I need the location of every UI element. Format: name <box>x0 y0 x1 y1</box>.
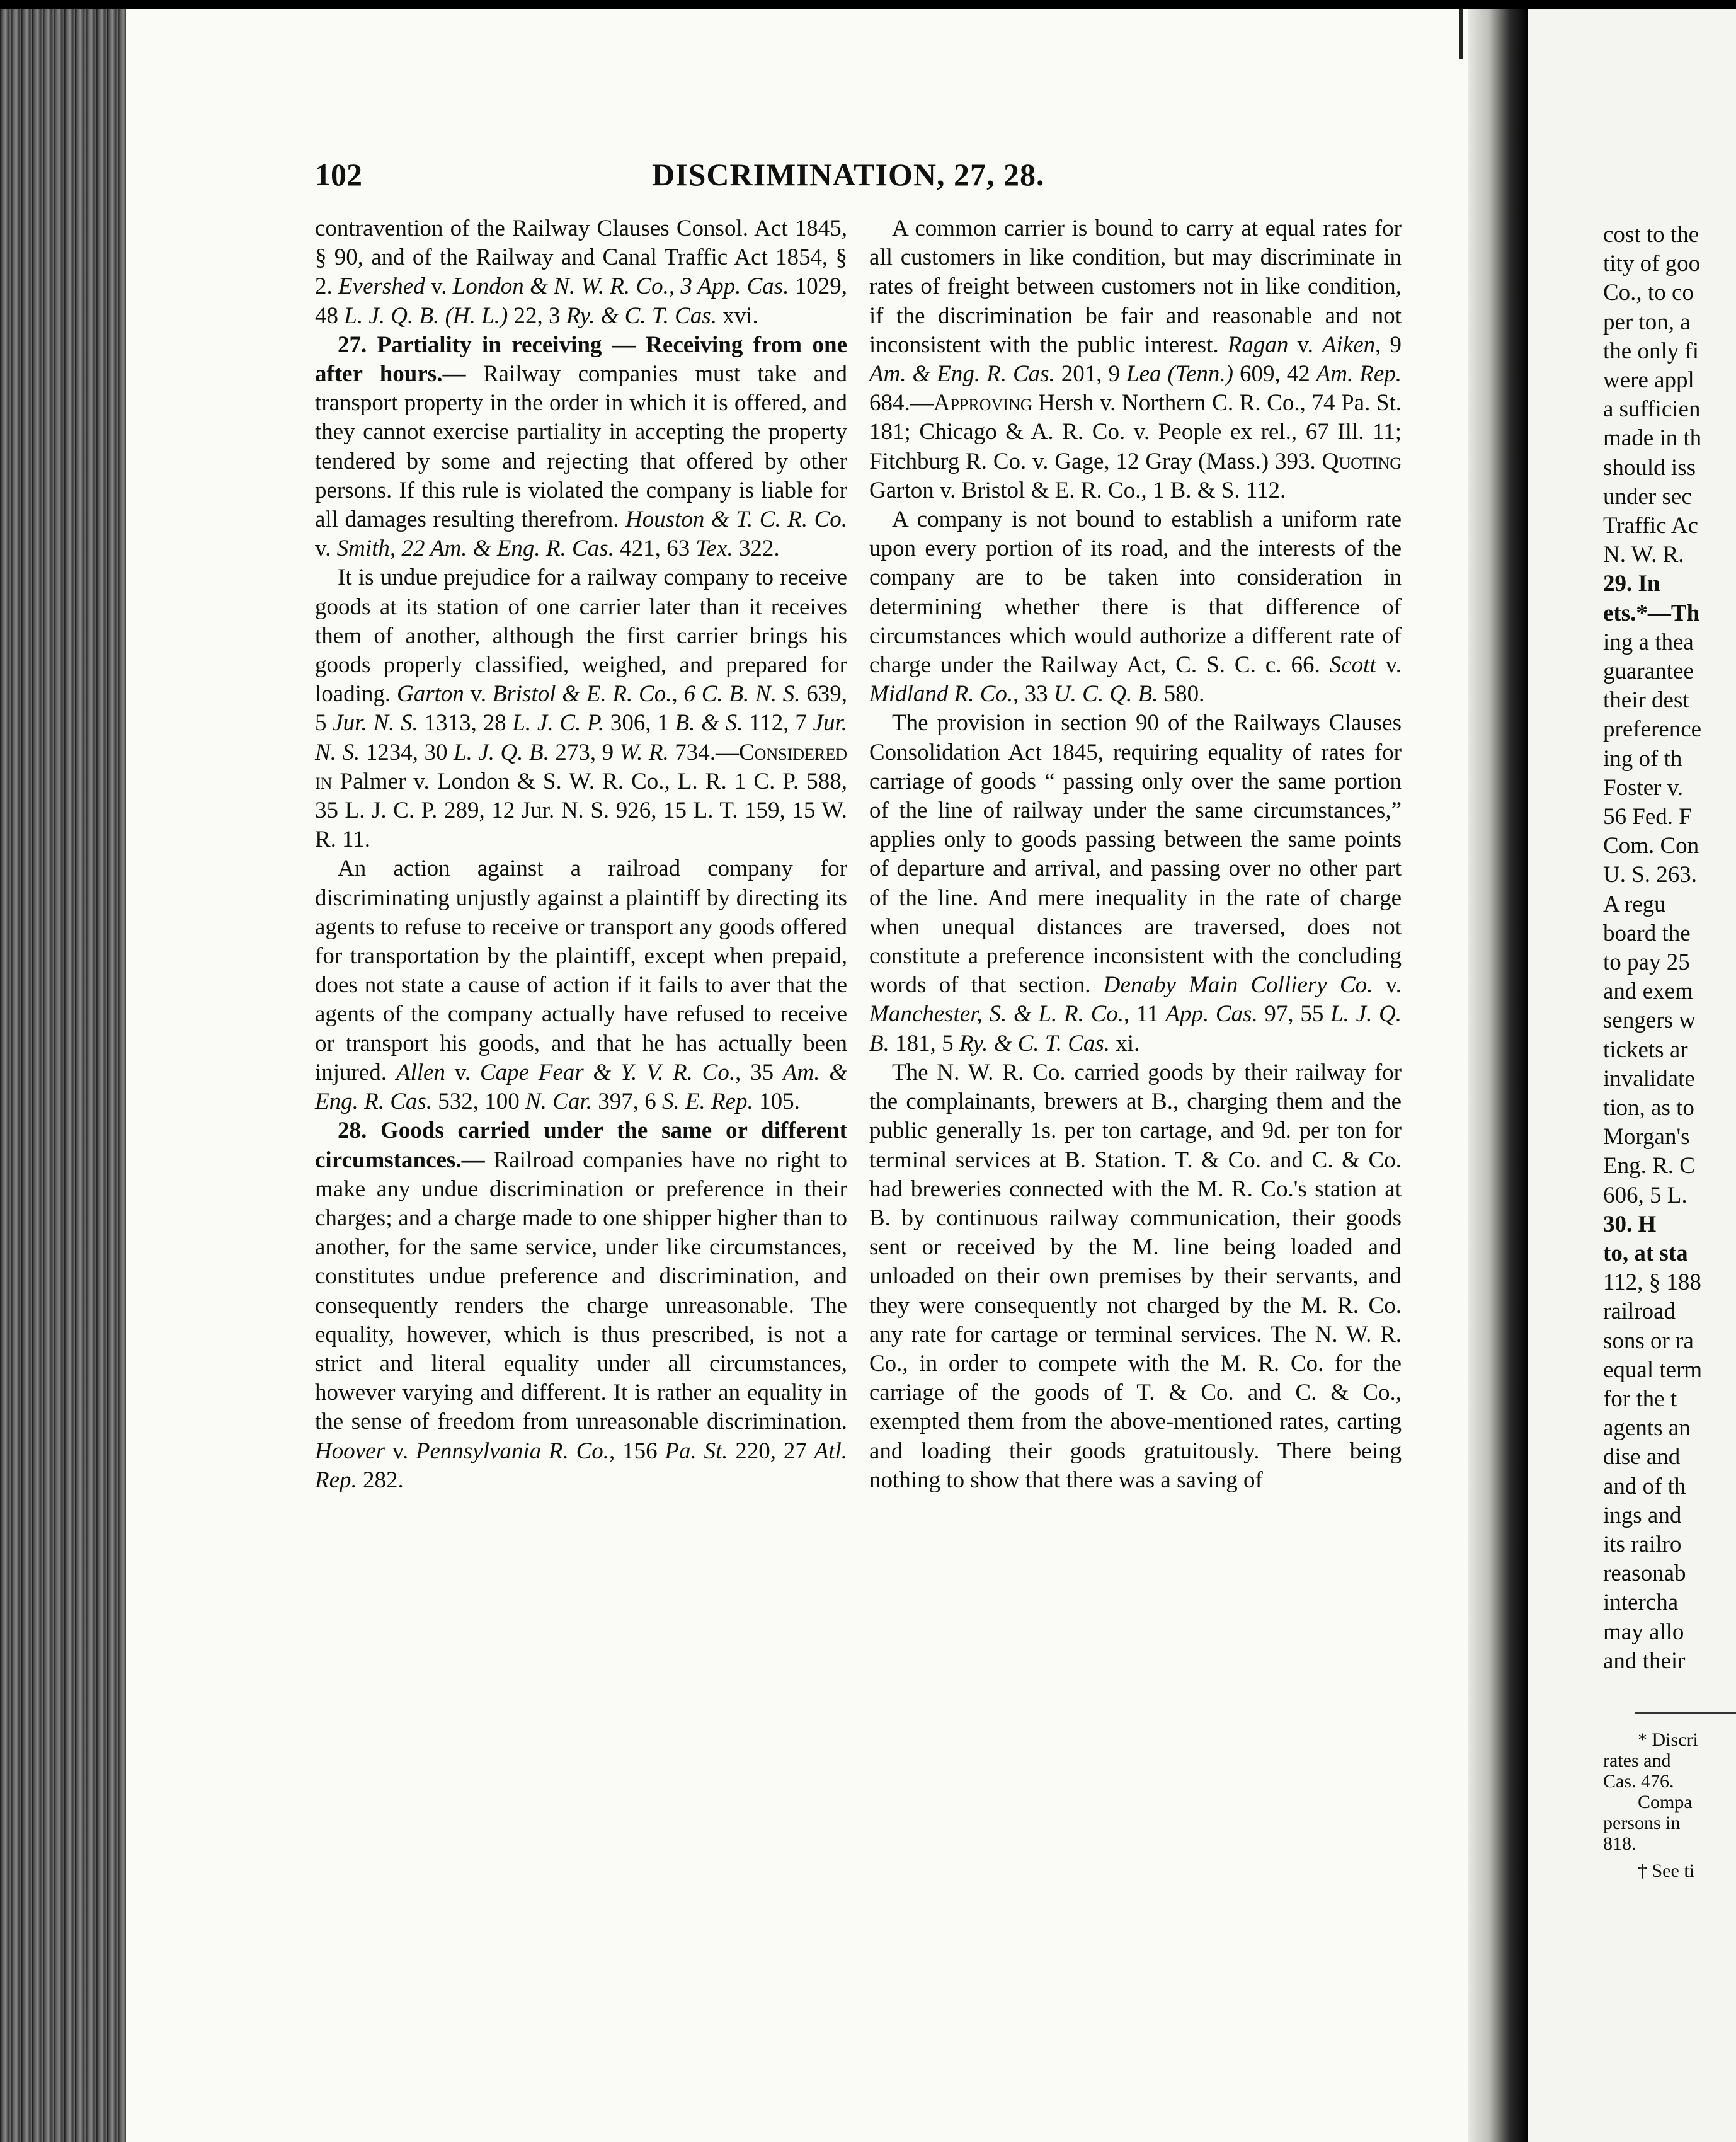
citation: Tex. <box>695 536 733 562</box>
citation: N. Car. <box>525 1089 592 1115</box>
text: , 35 <box>735 1059 783 1085</box>
section-28 <box>315 1116 847 1495</box>
citation: Lea (Tenn.) <box>1126 361 1233 387</box>
paragraph-text: The N. W. R. Co. carried goods by their railway for the complainants, brewers at B., charging them and the public generally 1s. per ton cartage, and 9d. per ton for terminal services at B. Station. T. & Co. and C. & Co. had breweries connected with the M. R. Co.'s station at B. by continuous railway communication, their goods sent or received by the M. line being loaded and unloaded on their own premises by their servants, and they were consequently not charged by the M. R. Co. any rate for cartage or terminal services. The N. W. R. Co., in order to compete with the M. R. Co. for the carriage of the goods of T. & Co. and C. & Co., exempted them from the above-mentioned rates, carting and loading their goods gratuitously. There being nothing to show that there was a saving of <box>869 1059 1402 1493</box>
text: 322. <box>733 536 780 562</box>
citation: Houston & T. C. R. Co. <box>625 507 847 533</box>
text: 97, 55 <box>1257 1001 1331 1028</box>
facing-page-line: and their <box>1603 1647 1686 1674</box>
facing-page-footnote-line: persons in <box>1603 1813 1681 1833</box>
treatment-label: Quoting <box>1322 448 1402 474</box>
citation: Denaby Main Colliery Co. <box>1103 972 1373 999</box>
facing-page-line: Foster v. <box>1603 774 1684 801</box>
facing-page-line: A regu <box>1603 891 1666 917</box>
facing-page-line: made in th <box>1603 425 1702 452</box>
facing-page-line: preference <box>1603 716 1702 743</box>
facing-page-line: 606, 5 L. <box>1603 1182 1687 1208</box>
facing-page-line: tity of goo <box>1603 251 1701 277</box>
book-edge <box>0 9 126 2142</box>
citation: Am. & Eng. R. Cas. <box>869 361 1055 387</box>
citation: Pa. St. <box>665 1438 728 1464</box>
facing-page-line: for the t <box>1603 1386 1677 1412</box>
citation: Jur. N. S. <box>315 710 848 765</box>
text: 112, 7 <box>743 710 813 736</box>
citation: Atl. Rep. <box>315 1438 848 1493</box>
text: 639, 5 <box>315 681 848 736</box>
citation: U. C. Q. B. <box>1053 681 1158 707</box>
citation: Allen <box>396 1059 445 1085</box>
citation: W. R. <box>619 739 669 765</box>
facing-page-line: Morgan's <box>1603 1124 1690 1150</box>
facing-page-line: 29. In <box>1603 571 1660 597</box>
citation: Midland R. Co. <box>869 681 1014 707</box>
left-text-column <box>315 214 847 1495</box>
text: v. <box>1288 331 1322 358</box>
citation: Bristol & E. R. Co., 6 C. B. N. S. <box>492 681 801 707</box>
scan-border-top <box>0 0 1736 9</box>
footnote-rule <box>1635 1712 1736 1714</box>
text: v. <box>425 273 453 300</box>
citation: Ragan <box>1227 331 1289 358</box>
citation: B. & S. <box>675 710 743 736</box>
facing-page-line: ings and <box>1603 1502 1682 1528</box>
citation: S. E. Rep. <box>661 1089 753 1115</box>
text: 220, 27 <box>728 1438 814 1464</box>
citation: Scott <box>1329 652 1376 679</box>
facing-page-line: and of th <box>1603 1473 1686 1499</box>
citation: L. J. Q. B. (H. L.) <box>344 302 508 329</box>
paragraph-text: Railway companies must take and transport property in the order in which it is offered, and they cannot exercise partiality in accepting the property tendered by some and rejecting that offered by other persons. If this rule is violated the company is liable for all damages resulting therefrom. <box>315 361 847 533</box>
facing-page-line: U. S. 263. <box>1603 862 1698 888</box>
section-27 <box>315 331 847 564</box>
citation: Ry. & C. T. Cas. <box>566 302 717 329</box>
treatment-label: Considered in <box>315 739 847 794</box>
facing-page-line: sons or ra <box>1603 1327 1694 1354</box>
text: 684.— <box>869 390 934 416</box>
facing-page-line: tickets ar <box>1603 1036 1688 1063</box>
text: v. <box>384 1438 416 1464</box>
citation: App. Cas. <box>1165 1001 1258 1028</box>
facing-page-line: may allo <box>1603 1618 1684 1645</box>
facing-page-line: N. W. R. <box>1603 542 1684 568</box>
right-text-column <box>869 214 1402 1495</box>
paragraph <box>315 854 847 1116</box>
facing-page-footnote-line: 818. <box>1603 1833 1636 1854</box>
facing-page-line: were appl <box>1603 367 1694 393</box>
facing-page-footnote-line: * Discri <box>1638 1729 1698 1750</box>
facing-page-line: intercha <box>1603 1589 1679 1616</box>
text: v. <box>1373 972 1402 999</box>
facing-page-line: 30. H <box>1603 1211 1657 1237</box>
facing-page-line: and exem <box>1603 978 1693 1005</box>
paragraph-text: contravention of the Railway Clauses Consol. Act 1845, § 90, and of the Railway and Canal Traffic Act 1854, § 2. <box>315 215 847 300</box>
text: Palmer v. London & S. W. R. Co., L. R. 1 C. P. 588, 35 L. J. C. P. 289, 12 Jur. N. S. 926, 15 L. T. 159, 15 W. R. 11. <box>315 768 847 853</box>
citation: Garton <box>397 681 464 707</box>
paragraph-text: The provision in section 90 of the Railways Clauses Consolidation Act 1845, requiring equality of rates for carriage of goods “ passing only over the same portion of the line of railway under the same circumstances,” applies only to goods passing between the same points of departure and arrival, and passing over no other part of the line. And mere inequality in the rate of charge when unequal distances are traversed, does not constitute a preference inconsistent with the concluding words of that section. <box>869 710 1402 999</box>
text: 397, 6 <box>591 1089 662 1115</box>
text: 421, 63 <box>614 536 696 562</box>
citation: Aiken <box>1322 331 1376 358</box>
facing-page-line: a sufficien <box>1603 396 1701 423</box>
facing-page-footnote-line: Cas. 476. <box>1603 1771 1674 1792</box>
facing-page-line: their dest <box>1603 687 1689 714</box>
citation: Am. Rep. <box>1316 361 1402 387</box>
facing-page-footnote-line: rates and <box>1603 1750 1671 1771</box>
paragraph-text: It is undue prejudice for a railway company to receive goods at its station of one carrier later than it receives them of another, although the first carrier brings his goods properly classified, weighed, and prepared for loading. <box>315 564 847 707</box>
citation: Ry. & C. T. Cas. <box>959 1030 1111 1057</box>
section-heading: 28. Goods carried under the same or different circumstances.— <box>315 1118 847 1173</box>
running-head: DISCRIMINATION, 27, 28. <box>652 157 1045 192</box>
citation: Hoover <box>315 1438 385 1464</box>
facing-page-footnote-line: Compa <box>1638 1792 1693 1813</box>
facing-page-line: to, at sta <box>1603 1240 1688 1266</box>
text: , 33 <box>1013 681 1054 707</box>
facing-page-line: equal term <box>1603 1356 1703 1383</box>
text: 306, 1 <box>604 710 675 736</box>
facing-page-line: dise and <box>1603 1444 1681 1470</box>
text: xvi. <box>716 302 758 329</box>
citation: Jur. N. S. <box>333 710 418 736</box>
facing-page-line: guarantee <box>1603 658 1694 684</box>
text: 1313, 28 <box>418 710 513 736</box>
facing-page-line: invalidate <box>1603 1065 1695 1092</box>
paragraph-text: A common carrier is bound to carry at equal rates for all customers in like condition, but may discriminate in rates of freight between customers not in like condition, if the discrimination be fair and reasonable and not inconsistent with the public interest. <box>869 215 1402 358</box>
text: 532, 100 <box>432 1089 526 1115</box>
citation: Manchester, S. & L. R. Co. <box>869 1001 1124 1028</box>
facing-page-footnote-line: † See ti <box>1638 1860 1694 1881</box>
citation: London & N. W. R. Co., 3 App. Cas. <box>452 273 789 300</box>
treatment-label: Approving <box>933 390 1032 416</box>
text: 1234, 30 <box>360 739 454 765</box>
paragraph <box>869 1058 1402 1495</box>
citation: Smith, 22 Am. & Eng. R. Cas. <box>336 536 614 562</box>
facing-page-line: board the <box>1603 920 1691 946</box>
facing-page-line: tion, as to <box>1603 1095 1694 1121</box>
text: v. <box>445 1059 480 1085</box>
facing-page-line: agents an <box>1603 1415 1691 1441</box>
gutter-mark <box>1459 9 1463 59</box>
text: Garton v. Bristol & E. R. Co., 1 B. & S. 112. <box>869 477 1286 503</box>
text: Hersh v. Northern C. R. Co., 74 Pa. St. 181; Chicago & A. R. Co. v. People ex rel., 67 Ill. 11; Fitchburg R. Co. v. Gage, 12 Gray (Mass.) 393. <box>869 390 1402 474</box>
facing-page-line: Com. Con <box>1603 833 1699 859</box>
facing-page-line: its railro <box>1603 1532 1682 1557</box>
facing-page-line: the only fi <box>1603 338 1699 364</box>
text: 22, 3 <box>508 302 566 329</box>
paragraph <box>869 214 1402 505</box>
facing-page-line: ets.*—Th <box>1603 600 1700 626</box>
text: v. <box>315 536 337 562</box>
paragraph-text: A company is not bound to establish a uniform rate upon every portion of its road, and the interests of the company are to be taken into consideration in determining whether there is that difference of circumstances which would authorize a different rate of charge under the Railway Act, C. S. C. c. 66. <box>869 507 1402 679</box>
text: 201, 9 <box>1054 361 1126 387</box>
citation: L. J. Q. B. <box>869 1001 1402 1057</box>
text: , 156 <box>609 1438 665 1464</box>
facing-page-line: sengers w <box>1603 1007 1696 1034</box>
facing-page-line: 112, § 188 <box>1603 1269 1701 1296</box>
section-heading: 27. Partiality in receiving — Receiving from one after hours.— <box>315 331 847 387</box>
text: 580. <box>1158 681 1205 707</box>
page-number: 102 <box>315 157 362 192</box>
citation: L. J. C. P. <box>512 710 605 736</box>
text: , 9 <box>1375 331 1402 358</box>
paragraph <box>869 505 1402 709</box>
facing-page-line: to pay 25 <box>1603 949 1690 975</box>
facing-page-line: 56 Fed. F <box>1603 804 1692 830</box>
text: 273, 9 <box>549 739 620 765</box>
book-gutter <box>1468 9 1528 2142</box>
facing-page-line: should iss <box>1603 454 1696 481</box>
paragraph <box>869 709 1402 1058</box>
citation: L. J. Q. B. <box>454 739 549 765</box>
facing-page-line: Traffic Ac <box>1603 513 1699 539</box>
text: xi. <box>1110 1030 1140 1057</box>
citation: Cape Fear & Y. V. R. Co. <box>479 1059 736 1085</box>
paragraph <box>315 214 847 331</box>
text: v. <box>464 681 493 707</box>
facing-page-line: cost to the <box>1603 222 1699 248</box>
text: 181, 5 <box>889 1030 959 1057</box>
citation: Am. & Eng. R. Cas. <box>315 1059 847 1115</box>
text: 105. <box>753 1089 800 1115</box>
citation: Evershed <box>338 273 425 300</box>
facing-page-line: under sec <box>1603 483 1692 510</box>
facing-page-line: per ton, a <box>1603 309 1691 335</box>
text: 734.— <box>668 739 739 765</box>
text: 1029, 48 <box>315 273 848 329</box>
citation: Pennsylvania R. Co. <box>415 1438 610 1464</box>
facing-page-line: reasonab <box>1603 1561 1686 1587</box>
text: v. <box>1376 652 1402 679</box>
text: 609, 42 <box>1233 361 1316 387</box>
facing-page-line: ing of th <box>1603 745 1682 772</box>
facing-page-line: railroad <box>1603 1298 1676 1325</box>
paragraph <box>315 563 847 854</box>
facing-page-line: Co., to co <box>1603 280 1694 306</box>
facing-page-line: ing a thea <box>1603 629 1694 655</box>
paragraph-text: Railroad companies have no right to make any undue discrimination or preference in their charges; and a charge made to one shipper higher than to another, for the same service, under like circumstances, constitutes undue preference and discrimination, and consequently renders the charge unreasonable. The equality, however, which is thus prescribed, is not a strict and literal equality under all circumstances, however varying and different. It is rather an equality in the sense of freedom from unreasonable discrimination. <box>315 1147 847 1435</box>
paragraph-text: An action against a railroad company for discriminating unjustly against a plaintiff by directing its agents to refuse to receive or transport any goods offered for transportation by the plaintiff, except when prepaid, does not state a cause of action if it fails to aver that the agents of the company actually have refused to receive or transport his goods, and that he has actually been injured. <box>315 856 847 1085</box>
facing-page-line: Eng. R. C <box>1603 1153 1695 1179</box>
text: , 11 <box>1124 1001 1166 1028</box>
text: 282. <box>357 1467 404 1493</box>
